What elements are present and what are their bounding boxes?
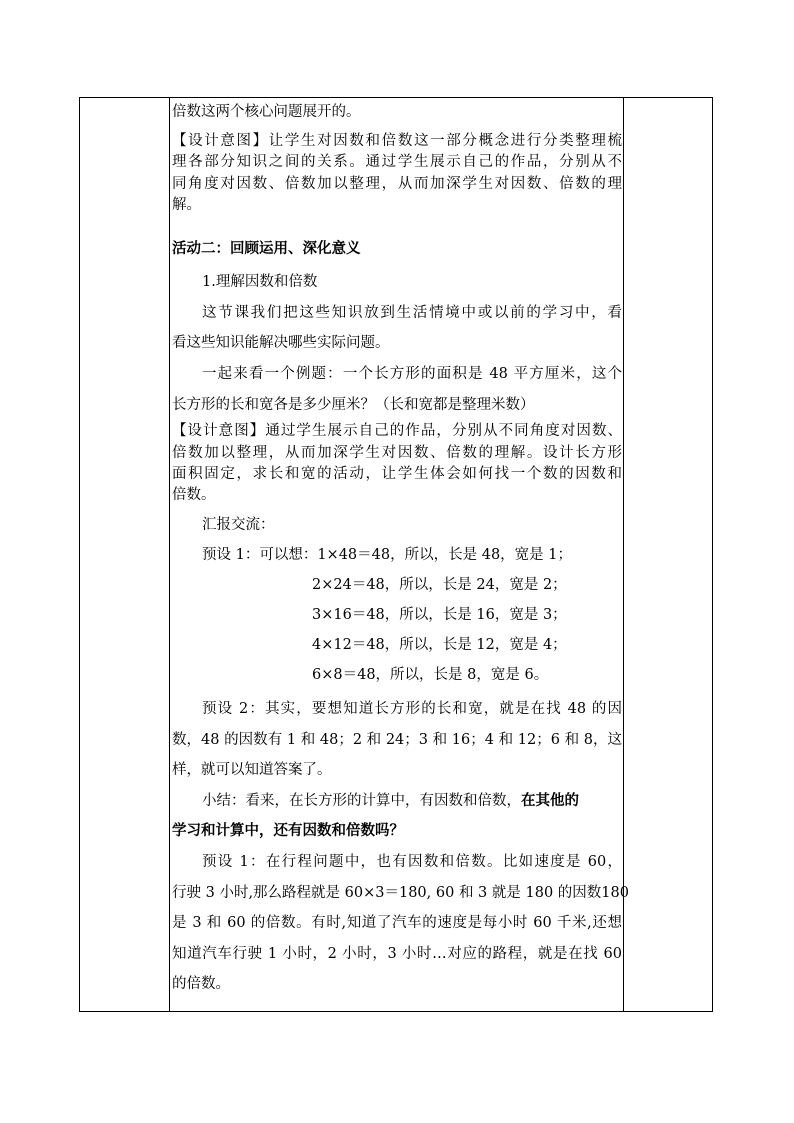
preset-line: 6×8＝48，所以，长是 8，宽是 6。 [312, 667, 549, 683]
preset-line: 的倍数。 [172, 976, 230, 992]
paragraph-line: 看这些知识能解决哪些实际问题。 [172, 335, 390, 351]
preset-line: 行驶 3 小时,那么路程就是 60×3＝180, 60 和 3 就是 180 的因数180 [172, 885, 629, 901]
design-intent-line: 【设计意图】让学生对因数和倍数这一部分概念进行分类整理梳 [172, 133, 622, 149]
design-intent-line: 面积固定，求长和宽的活动，让学生体会如何找一个数的因数和 [172, 466, 622, 482]
preset-line: 4×12＝48，所以，长是 12，宽是 4； [312, 637, 567, 653]
design-intent-line: 解。 [172, 197, 201, 213]
left-column-cell [80, 98, 170, 1011]
preset-line: 预设 1：在行程问题中，也有因数和倍数。比如速度是 60， [202, 854, 622, 870]
summary-line [202, 791, 579, 811]
preset-line: 数，48 的因数有 1 和 48；2 和 24；3 和 16；4 和 12；6 和 8，这 [172, 732, 622, 748]
summary-question-bold: 学习和计算中，还有因数和倍数吗？ [172, 822, 404, 839]
design-intent-line: 【设计意图】通过学生展示自己的作品，分别从不同角度对因数、 [172, 423, 622, 439]
design-intent-line: 同角度对因数、倍数加以整理，从而加深学生对因数、倍数的理 [172, 176, 622, 192]
preset-line: 样，就可以知道答案了。 [172, 762, 332, 778]
paragraph-line: 倍数这两个核心问题展开的。 [172, 104, 361, 120]
activity-heading: 活动二：回顾运用、深化意义 [172, 240, 361, 257]
paragraph-line: 汇报交流： [202, 517, 275, 533]
summary-text: 小结：看来，在长方形的计算中，有因数和倍数， [202, 793, 521, 809]
section-heading: 1.理解因数和倍数 [202, 274, 318, 290]
summary-question-bold: 在其他的 [521, 792, 579, 809]
paragraph-line: 这节课我们把这些知识放到生活情境中或以前的学习中，看 [202, 305, 622, 321]
design-intent-line: 倍数加以整理，从而加深学生对因数、倍数的理解。设计长方形 [172, 445, 622, 461]
paragraph-line: 一起来看一个例题：一个长方形的面积是 48 平方厘米，这个 [202, 366, 622, 382]
preset-line: 知道汽车行驶 1 小时，2 小时，3 小时…对应的路程，就是在找 60 [172, 946, 622, 962]
right-column-cell [623, 98, 712, 1011]
preset-line: 预设 1：可以想：1×48＝48，所以，长是 48，宽是 1； [202, 547, 573, 563]
preset-line: 预设 2：其实，要想知道长方形的长和宽，就是在找 48 的因 [202, 701, 622, 717]
preset-line: 3×16＝48，所以，长是 16，宽是 3； [312, 607, 567, 623]
preset-line: 是 3 和 60 的倍数。有时,知道了汽车的速度是每小时 60 千米,还想 [172, 915, 622, 931]
lesson-table [79, 97, 713, 1012]
design-intent-line: 理各部分知识之间的关系。通过学生展示自己的作品，分别从不 [172, 154, 622, 170]
paragraph-line: 长方形的长和宽各是多少厘米？（长和宽都是整理米数） [172, 397, 535, 413]
preset-line: 2×24＝48，所以，长是 24，宽是 2； [312, 577, 567, 593]
design-intent-line: 倍数。 [172, 487, 216, 503]
